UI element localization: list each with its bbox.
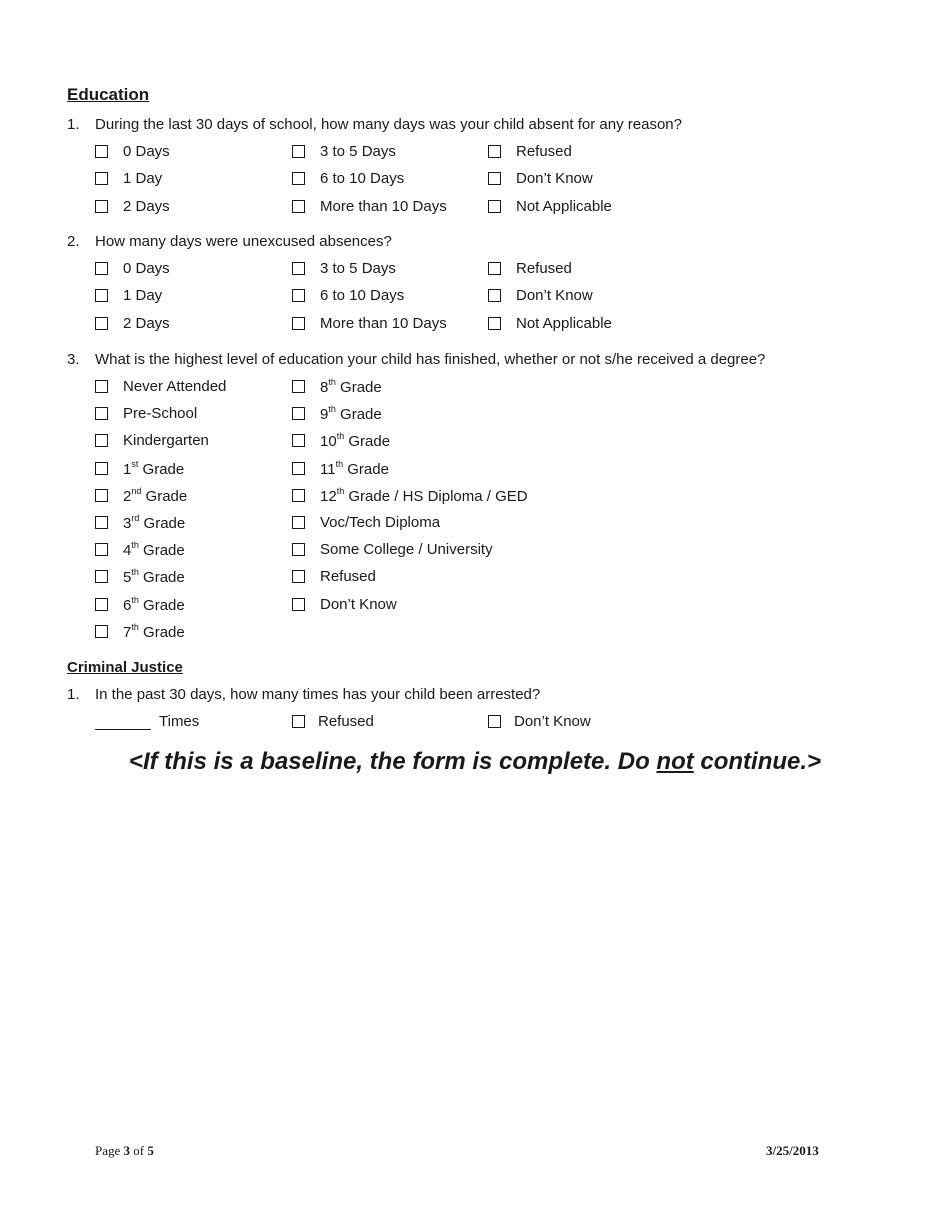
q2-don-t-know-label: Don’t Know <box>516 287 593 305</box>
q3-7th-grade-label <box>123 623 185 641</box>
label-ordinal-suffix: th <box>328 377 336 387</box>
label-main: 1 <box>123 460 132 478</box>
label-main: Never Attended <box>123 378 227 395</box>
label-rest: Grade <box>335 379 382 396</box>
label-main: Kindergarten <box>123 432 209 450</box>
cj-q1-text: In the past 30 days, how many times has your child been arrested? <box>95 686 541 703</box>
q1-not-applicable-label: Not Applicable <box>516 197 612 215</box>
label-rest: Grade <box>139 515 186 532</box>
q3-voc-tech-diploma-label <box>320 514 440 531</box>
q3-8th-grade-label <box>320 378 382 396</box>
q2-1-day-label: 1 Day <box>123 287 163 305</box>
q1-0-days-checkbox[interactable] <box>95 145 108 158</box>
label-main: 8 <box>320 379 329 396</box>
page-sep: of <box>130 1143 148 1158</box>
q2-3-to-5-days-checkbox[interactable] <box>292 262 305 275</box>
q3-12th-grade-hs-diploma-ged-checkbox[interactable] <box>292 489 305 502</box>
label-ordinal-suffix: th <box>328 404 336 415</box>
q3-refused-label <box>320 568 376 585</box>
label-rest: Grade <box>344 433 391 451</box>
q2-not-applicable-label: Not Applicable <box>516 314 612 332</box>
label-ordinal-suffix: th <box>131 621 139 632</box>
label-rest: Grade <box>141 487 188 505</box>
q3-12th-grade-hs-diploma-ged-label <box>320 487 528 505</box>
label-ordinal-suffix: th <box>131 567 139 578</box>
page-number <box>95 1143 154 1159</box>
q3-voc-tech-diploma-checkbox[interactable] <box>292 516 305 529</box>
q1-more-than-10-days-checkbox[interactable] <box>292 200 305 213</box>
label-main: 2 <box>123 487 132 505</box>
q1-2-days-label: 2 Days <box>123 197 170 215</box>
q3-2nd-grade-checkbox[interactable] <box>95 489 108 502</box>
q2-6-to-10-days-label: 6 to 10 Days <box>320 287 405 305</box>
q3-don-t-know-checkbox[interactable] <box>292 598 305 611</box>
cj-refused-checkbox[interactable] <box>292 715 305 728</box>
q3-6th-grade-checkbox[interactable] <box>95 598 108 611</box>
q2-number: 2. <box>67 233 80 250</box>
q2-refused-checkbox[interactable] <box>488 262 501 275</box>
notice-before: <If this is a baseline, the form is complete. Do <box>128 748 657 775</box>
q1-refused-checkbox[interactable] <box>488 145 501 158</box>
q3-9th-grade-checkbox[interactable] <box>292 407 305 420</box>
q3-8th-grade-checkbox[interactable] <box>292 380 305 393</box>
q2-more-than-10-days-label: More than 10 Days <box>320 314 447 332</box>
label-main: 6 <box>123 596 132 614</box>
label-rest: Grade <box>138 596 185 614</box>
notice-emphasis: not <box>656 748 694 775</box>
q1-3-to-5-days-label: 3 to 5 Days <box>320 143 396 160</box>
label-main: Voc/Tech Diploma <box>320 514 441 531</box>
label-ordinal-suffix: th <box>336 485 345 496</box>
q2-2-days-checkbox[interactable] <box>95 317 108 330</box>
label-ordinal-suffix: rd <box>131 513 140 523</box>
label-ordinal-suffix: th <box>131 594 139 605</box>
label-ordinal-suffix: nd <box>131 485 142 496</box>
q2-0-days-label: 0 Days <box>123 260 170 277</box>
q3-some-college-university-checkbox[interactable] <box>292 543 305 556</box>
q3-1st-grade-label <box>123 460 184 478</box>
q1-1-day-checkbox[interactable] <box>95 172 108 185</box>
q2-text: How many days were unexcused absences? <box>95 233 392 250</box>
q1-text: During the last 30 days of school, how many days was your child absent for any reason? <box>95 116 682 133</box>
q3-refused-checkbox[interactable] <box>292 570 305 583</box>
q1-6-to-10-days-label: 6 to 10 Days <box>320 170 405 188</box>
q3-9th-grade-label <box>320 405 382 423</box>
arrests-times-input[interactable] <box>95 729 151 730</box>
cj-dont-know-label: Don’t Know <box>514 713 591 730</box>
q2-2-days-label: 2 Days <box>123 314 170 332</box>
q2-not-applicable-checkbox[interactable] <box>488 317 501 330</box>
q2-refused-label: Refused <box>516 260 572 277</box>
q3-11th-grade-checkbox[interactable] <box>292 462 305 475</box>
cj-dont-know-checkbox[interactable] <box>488 715 501 728</box>
q3-kindergarten-checkbox[interactable] <box>95 434 108 447</box>
form-date: 3/25/2013 <box>766 1143 819 1158</box>
q3-text: What is the highest level of education your child has finished, whether or not s/he received a degree? <box>95 351 766 368</box>
education-section-title: Education <box>67 85 150 104</box>
q2-don-t-know-checkbox[interactable] <box>488 289 501 302</box>
cj-q1-number: 1. <box>67 686 80 703</box>
q2-more-than-10-days-checkbox[interactable] <box>292 317 305 330</box>
completion-notice <box>0 748 950 776</box>
q1-1-day-label: 1 Day <box>123 170 163 188</box>
q3-5th-grade-label <box>123 568 185 586</box>
q1-0-days-label: 0 Days <box>123 143 170 160</box>
label-ordinal-suffix: th <box>336 431 345 442</box>
q3-11th-grade-label <box>320 460 389 478</box>
label-rest: Grade <box>343 460 389 478</box>
label-main: 3 <box>123 515 132 532</box>
label-main: Pre-School <box>123 405 198 423</box>
label-rest: Grade / HS Diploma / GED <box>344 487 528 505</box>
q3-5th-grade-checkbox[interactable] <box>95 570 108 583</box>
q3-never-attended-label <box>123 378 226 395</box>
label-rest: Grade <box>138 623 185 641</box>
q3-kindergarten-label <box>123 432 209 449</box>
label-rest: Grade <box>138 460 185 478</box>
q2-3-to-5-days-label: 3 to 5 Days <box>320 260 396 277</box>
label-rest: Grade <box>138 569 185 587</box>
q3-10th-grade-checkbox[interactable] <box>292 434 305 447</box>
q3-2nd-grade-label <box>123 487 187 505</box>
notice-after: continue.> <box>693 748 822 775</box>
label-main: 9 <box>320 406 329 424</box>
q3-3rd-grade-checkbox[interactable] <box>95 516 108 529</box>
q2-0-days-checkbox[interactable] <box>95 262 108 275</box>
label-main: Refused <box>320 568 376 586</box>
q3-10th-grade-label <box>320 432 390 450</box>
label-ordinal-suffix: th <box>131 540 139 551</box>
q3-number: 3. <box>67 351 80 368</box>
label-main: Some College / University <box>320 541 493 559</box>
q1-not-applicable-checkbox[interactable] <box>488 200 501 213</box>
label-main: 7 <box>123 623 132 641</box>
label-main: 11 <box>320 460 336 478</box>
label-rest: Grade <box>138 542 185 560</box>
q2-6-to-10-days-checkbox[interactable] <box>292 289 305 302</box>
q3-6th-grade-label <box>123 596 185 614</box>
q3-don-t-know-label <box>320 596 397 613</box>
page-current: 3 <box>123 1143 131 1158</box>
page-total: 5 <box>147 1143 154 1158</box>
label-ordinal-suffix: th <box>335 458 344 469</box>
q1-6-to-10-days-checkbox[interactable] <box>292 172 305 185</box>
q3-3rd-grade-label <box>123 514 185 532</box>
label-main: Don’t Know <box>320 595 397 613</box>
label-rest: Grade <box>335 406 382 424</box>
q3-1st-grade-checkbox[interactable] <box>95 462 108 475</box>
q1-more-than-10-days-label: More than 10 Days <box>320 197 447 215</box>
q3-pre-school-checkbox[interactable] <box>95 407 108 420</box>
label-main: 10 <box>320 433 337 451</box>
q3-7th-grade-checkbox[interactable] <box>95 625 108 638</box>
q3-pre-school-label <box>123 405 197 422</box>
criminal-justice-section-title: Criminal Justice <box>67 659 183 676</box>
label-main: 4 <box>123 542 132 560</box>
label-ordinal-suffix: st <box>131 458 139 469</box>
q3-4th-grade-label <box>123 541 185 559</box>
label-main: 12 <box>320 487 337 505</box>
q1-don-t-know-checkbox[interactable] <box>488 172 501 185</box>
page-prefix: Page <box>95 1143 124 1158</box>
times-label: Times <box>159 713 200 730</box>
q1-2-days-checkbox[interactable] <box>95 200 108 213</box>
q1-3-to-5-days-checkbox[interactable] <box>292 145 305 158</box>
label-main: 5 <box>123 569 132 587</box>
q1-don-t-know-label: Don’t Know <box>516 170 593 188</box>
cj-refused-label: Refused <box>318 713 374 730</box>
q3-some-college-university-label <box>320 541 493 558</box>
q1-number: 1. <box>67 116 80 133</box>
q2-1-day-checkbox[interactable] <box>95 289 108 302</box>
q3-4th-grade-checkbox[interactable] <box>95 543 108 556</box>
q3-never-attended-checkbox[interactable] <box>95 380 108 393</box>
q1-refused-label: Refused <box>516 143 572 160</box>
